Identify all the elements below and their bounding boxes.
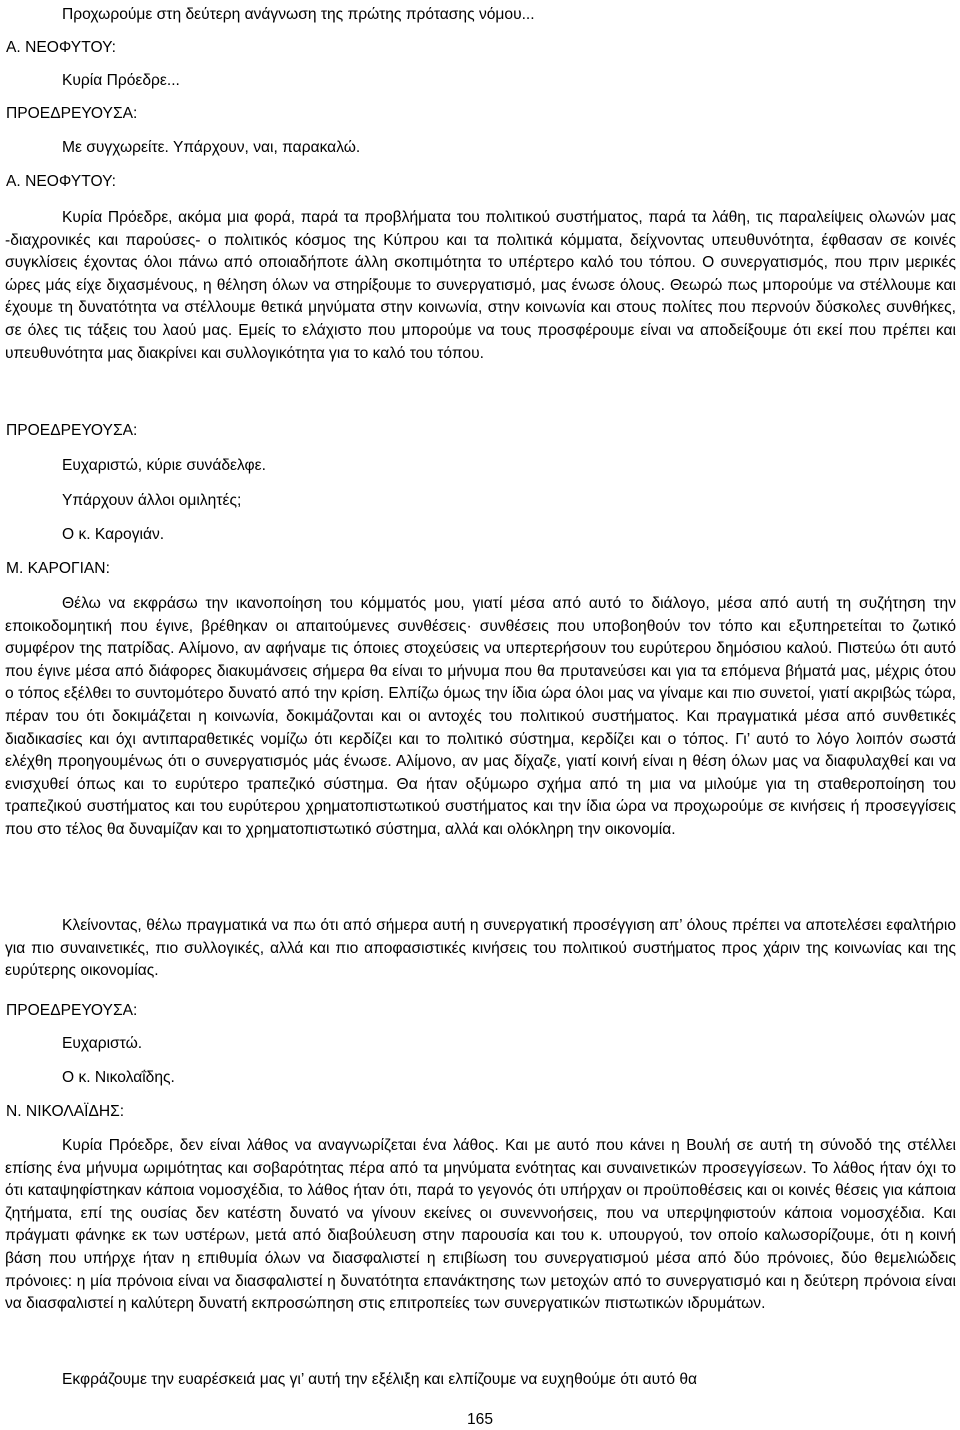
chair-line-karogian: Ο κ. Καρογιάν. [62, 526, 165, 543]
speech-paragraph-karogian-2: Κλείνοντας, θέλω πραγματικά να πω ότι από σήμερα αυτή η συνεργατική προσέγγιση απ’ όλους πρέπει να αποτελέσει εφαλτήριο για πιο συναινετικές, πιο συλλογικές, αλλά και πιο αποφασιστικές κινήσεις του πολιτικού συστήματος προς χάριν της κοινωνίας και της ευρύτερης οικονομίας. [5, 917, 956, 980]
chair-line-other-speakers: Υπάρχουν άλλοι ομιλητές; [62, 492, 242, 509]
speaker-neofytou: Α. ΝΕΟΦΥΤΟΥ: [6, 39, 116, 56]
speaker-nikolaidis: Ν. ΝΙΚΟΛΑΪΔΗΣ: [6, 1103, 125, 1120]
speaker-karogian: Μ. ΚΑΡΟΓΙΑΝ: [6, 560, 110, 577]
speech-paragraph-neofytou: Κυρία Πρόεδρε, ακόμα μια φορά, παρά τα προβλήματα του πολιτικού συστήματος, παρά τα λάθη, τις παραλείψεις ολωνών μας -διαχρονικές και παρούσες- ο πολιτικός κόσμος της Κύπρου και τα πολιτικά κόμματα, δείχνοντας υπευθυνότητα, έφθασαν σε κοινές συγκλίσεις έχοντας όλοι πάνω από οποιαδήποτε άλλη σκοπιμότητα το υπέρτερο καλό του τόπου. Ο συνεργατισμός, που πριν μερικές ώρες μάς είχε διχασμένους, η θέληση όλων να στηρίξουμε το συνεργατισμό, μας ένωσε όλους. Θεωρώ πως μπορούμε να στέλλουμε και έχουμε τη δυνατότητα να στέλλουμε θετικά μηνύματα στην κοινωνία, στην κοινωνία και στους πολίτες που περνούν δύσκολες συνθήκες, σε όλες τις τάξεις του λαού μας. Εμείς το ελάχιστο που μπορούμε να τους προσφέρουμε είναι να αποδείξουμε ότι εκεί που πρέπει και υπευθυνότητα μας διακρίνει και συλλογικότητα για το καλό του τόπου. [5, 209, 956, 362]
chair-line-thanks-colleague: Ευχαριστώ, κύριε συνάδελφε. [62, 457, 266, 474]
page-number: 165 [466, 1411, 494, 1428]
chair-line-intro: Προχωρούμε στη δεύτερη ανάγνωση της πρώτης πρότασης νόμου... [62, 6, 535, 23]
speech-paragraph-karogian-1: Θέλω να εκφράσω την ικανοποίηση του κόμματός μου, γιατί μέσα από αυτό το διάλογο, μέσα από αυτή τη συζήτηση την εποικοδομητική που έγινε, βρέθηκαν οι απαιτούμενες συνθέσεις· συνθέσεις που υποβοηθούν τον τόπο και εξυπηρετείται το ζωτικό συμφέρον της πατρίδας. Αλίμονο, αν αφήναμε τις όποιες στοχεύσεις να υπερτερήσουν του ευρύτερου δημόσιου καλού. Πιστεύω ότι αυτό που έγινε μέσα από διάφορες διακυμάνσεις σήμερα θα είναι το μήνυμα που θα πρυτανεύσει και για τα επόμενα βήματά μας, μέχρις ότου ο τόπος εξέλθει το συντομότερο δυνατό από την κρίση. Ελπίζω όμως την ίδια ώρα όλοι μας να γίναμε και πιο συνετοί, γιατί ακριβώς τώρα, πέραν του ότι δοκιμάζεται η κοινωνία, δοκιμάζονται και οι αντοχές του πολιτικού συστήματος. Και πραγματικά μέσα από συνθετικές διαδικασίες και όχι αντιπαραθετικές νομίζω ότι κερδίζει και το πολιτικό σύστημα, κερδίζει και ο τόπος. Γι’ αυτό το λόγο λοιπόν σωστά ελέχθη προηγουμένως ότι ο συνεργατισμός μάς ένωσε. Αλίμονο, αν μας δίχαζε, γιατί κοινή είναι η θέση όλων μας να διαφυλαχθεί και να ενισχυθεί όπως και το ευρύτερο τραπεζικό σύστημα. Θα ήταν οξύμωρο σχήμα από τη μια να μιλούμε για τη σταθεροποίηση του τραπεζικού συστήματος και του ευρύτερου χρηματοπιστωτικού συστήματος και την ίδια ώρα να προχωρούμε σε κινήσεις ή προσεγγίσεις που στο τέλος θα δυναμίζαν και το χρηματοπιστωτικό σύστημα, αλλά και ολόκληρη την οικονομία. [5, 595, 956, 838]
chair-line-thanks: Ευχαριστώ. [62, 1035, 143, 1052]
speech-paragraph-nikolaidis-2: Εκφράζουμε την ευαρέσκειά μας γι’ αυτή την εξέλιξη και ελπίζουμε να ευχηθούμε ότι αυτό θα [62, 1371, 698, 1388]
speech-line-kyria-proedre: Κυρία Πρόεδρε... [62, 72, 180, 89]
speaker-chair: ΠΡΟΕΔΡΕΥΟΥΣΑ: [6, 422, 138, 439]
chair-line-sorry: Με συγχωρείτε. Υπάρχουν, ναι, παρακαλώ. [62, 139, 361, 156]
chair-line-nikolaidis: Ο κ. Νικολαΐδης. [62, 1069, 175, 1086]
speech-paragraph-nikolaidis-1: Κυρία Πρόεδρε, δεν είναι λάθος να αναγνωρίζεται ένα λάθος. Και με αυτό που κάνει η Βουλή σε αυτή τη σύνοδό της στέλλει επίσης ένα μήνυμα ωριμότητας και σοβαρότητας πέρα από τα μηνύματα ενότητας και συναινετικών προσεγγίσεων. Το λάθος ήταν όχι το ότι καταψηφίστηκαν κάποια νομοσχέδια, το λάθος ήταν ότι, παρά το γεγονός ότι υπήρχαν οι προϋποθέσεις και οι κοινές θέσεις για κάποια ζητήματα, επί της ουσίας δεν κατέστη δυνατό να γίνουν εκείνες οι συνεννοήσεις, που να υπερψηφιστούν κάποια νομοσχέδια. Και πράγματι φάνηκε εκ των υστέρων, μετά από διαβούλευση στην παρουσία και του κ. υπουργού, τον οποίο καλωσορίζουμε, ότι η κοινή βάση που υπήρχε ήταν η επιθυμία όλων να διασφαλιστεί η επιβίωση του συνεργατισμού μέσα από δύο πρόνοιες, δύο θεμελιώδεις πρόνοιες: η μία πρόνοια είναι να διασφαλιστεί η δυνατότητα επανάκτησης των μετοχών από το συνεργατισμό και η δεύτερη πρόνοια είναι να διασφαλιστεί η καλύτερη δυνατή εκπροσώπηση στις επιτροπείες των συνεργατικών πιστωτικών ιδρυμάτων. [5, 1137, 956, 1313]
speaker-neofytou: Α. ΝΕΟΦΥΤΟΥ: [6, 173, 116, 190]
speaker-chair: ΠΡΟΕΔΡΕΥΟΥΣΑ: [6, 105, 138, 122]
speaker-chair: ΠΡΟΕΔΡΕΥΟΥΣΑ: [6, 1002, 138, 1019]
